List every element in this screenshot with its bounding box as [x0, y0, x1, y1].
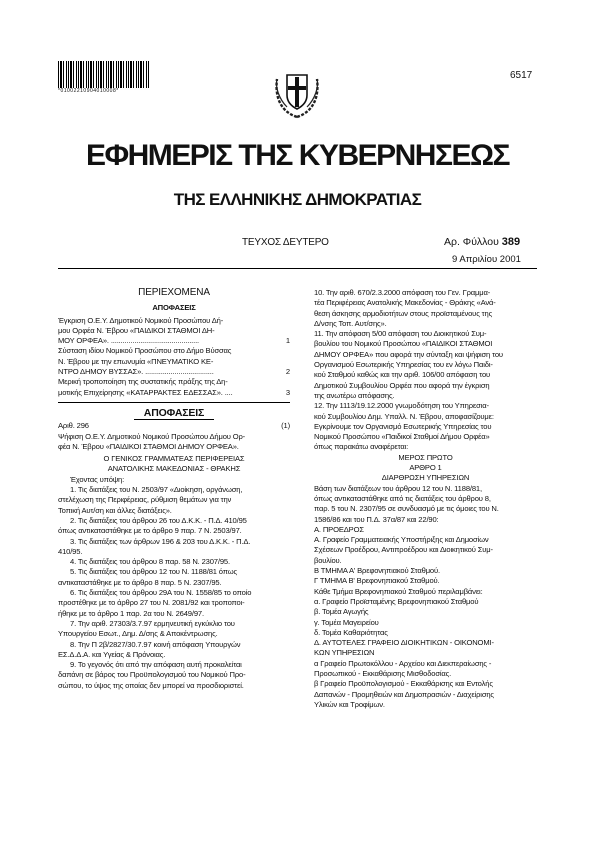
body-line: 11. Την απόφαση 5/00 απόφαση του Διοικητικού Συμ- — [314, 329, 487, 339]
body-line: 2. Τις διατάξεις του άρθρου 26 του Δ.Κ.Κ. - Π.Δ. 410/95 — [70, 515, 247, 525]
body-line: κού Σταθμού καθώς και την αριθ. 106/00 απόφαση του — [314, 370, 491, 380]
body-line: 6. Τις διατάξεις του άρθρου 29Α του Ν. 1558/85 το οποίο — [70, 588, 252, 598]
body-line: Δ/νσης Τοπ. Αυτ/σης». — [314, 318, 387, 328]
decision-ref: (1) — [281, 421, 290, 431]
body-line: Υπουργείου Εσωτ., Δημ. Δ/σης & Αποκέντρωσης. — [58, 629, 218, 639]
body-line: Σχέσεων Προέδρου, Αντιπροέδρου και Διοικητικού Συμ- — [314, 545, 493, 555]
body-line: ΕΣ.Δ.Δ.Α. και Υγείας & Πρόνοιας. — [58, 649, 166, 659]
contents-entry — [58, 346, 290, 356]
decision-title-line: Ψήφιση Ο.Ε.Υ. Δημοτικού Νομικού Προσώπου Δήμου Ορ- — [58, 431, 246, 441]
body-line: όπως αντικαταστάθηκε με το άρθρο 9 παρ. 7 Ν. 2503/97. — [58, 526, 242, 536]
issue-series: ΤΕΥΧΟΣ ΔΕΥΤΕΡΟ — [242, 237, 329, 248]
body-line: α. Γραφείο Προϊσταμένης Βρεφονηπιακού Σταθμού — [314, 596, 479, 606]
contents-entry-text: Σύσταση ιδίου Νομικού Προσώπου στο Δήμο Βύσσας — [58, 346, 232, 356]
body-line: παρ. 5 του Ν. 2307/95 σε συνδυασμό με τις όμοιες του Ν. — [314, 504, 499, 514]
body-line: Δ. ΑΥΤΟΤΕΛΕΣ ΓΡΑΦΕΙΟ ΔΙΟΙΚΗΤΙΚΩΝ - ΟΙΚΟΝΟΜΙ- — [314, 638, 494, 648]
contents-entry — [58, 316, 290, 326]
body-line: γ. Τομέα Μαγειρείου — [314, 617, 379, 627]
body-line: Β ΤΜΗΜΑ Α' Βρεφονηπιακού Σταθμού. — [314, 566, 440, 576]
body-line: Οργανισμού Εσωτερικής Υπηρεσίας του εν λόγω Παιδι- — [314, 360, 493, 370]
body-line: της ανωτέρω απόφασης. — [314, 390, 395, 400]
contents-entry — [58, 377, 290, 387]
decision-number-row — [58, 421, 290, 431]
body-line: προστέθηκε με το άρθρο 27 του Ν. 2081/92 και τροποποι- — [58, 598, 245, 608]
body-line: 1. Τις διατάξεις του Ν. 2503/97 «Διοίκηση, οργάνωση, — [70, 485, 243, 495]
body-line: όπως αντικαταστάθηκε από τις διατάξεις του άρθρου 8, — [314, 493, 491, 503]
body-line: Βάση των διατάξεων του άρθρου 12 του Ν. 1188/81, — [314, 483, 482, 493]
body-line: β. Τομέα Αγωγής — [314, 607, 369, 617]
body-line: δ. Τομέα Καθαριότητας — [314, 627, 388, 637]
body-line: όπως παρακάτω αναφέρεται: — [314, 442, 409, 452]
body-line: 3. Τις διατάξεις των άρθρων 196 & 203 του Δ.Κ.Κ. - Π.Δ. — [70, 536, 251, 546]
page-title: ΕΦΗΜΕΡΙΣ ΤΗΣ ΚΥΒΕΡΝΗΣΕΩΣ — [85, 139, 510, 172]
body-line: 4. Τις διατάξεις του άρθρου 8 παρ. 58 Ν. 2307/95. — [70, 557, 230, 567]
contents-entry-page: 3 — [285, 387, 290, 397]
body-line: δαπάνη σε βάρος του Προϋπολογισμού του Νομικού Προ- — [58, 670, 246, 680]
body-line: Α. ΠΡΟΕΔΡΟΣ — [314, 524, 364, 534]
issue-date: 9 Απριλίου 2001 — [452, 254, 521, 265]
coat-of-arms-icon — [267, 65, 327, 123]
authority-line: Ο ΓΕΝΙΚΟΣ ΓΡΑΜΜΑΤΕΑΣ ΠΕΡΙΦΕΡΕΙΑΣ — [103, 454, 245, 464]
body-line: ΔΗΜΟΥ ΟΡΦΕΑ» που αφορά την σύνταξη και ψήφιση του — [314, 349, 503, 359]
contents-entry-text: ΜΟΥ ΟΡΦΕΑ». ............................................. — [58, 336, 200, 346]
body-line: 410/95. — [58, 546, 83, 556]
contents-entry-text: ΝΤΡΟ ΔΗΜΟΥ ΒΥΣΣΑΣ». ................................... — [58, 367, 214, 377]
contents-entry — [58, 388, 290, 398]
issuing-authority — [58, 454, 290, 475]
page-subtitle: ΤΗΣ ΕΛΛΗΝΙΚΗΣ ΔΗΜΟΚΡΑΤΙΑΣ — [173, 190, 422, 209]
body-line: Προσωπικού - Εκκαθάρισης Μισθοδοσίας. — [314, 668, 452, 678]
body-line: Α. Γραφείο Γραμματειακής Υποστήριξης και Δημοσίων — [314, 535, 489, 545]
sheet-number-label: Αρ. Φύλλου — [444, 236, 499, 248]
contents-entry-text: Μερική τροποποίηση της συστατικής πράξης της Δη- — [58, 377, 228, 387]
decisions-heading — [58, 408, 290, 418]
section-heading: ΜΕΡΟΣ ΠΡΩΤΟ — [398, 452, 453, 462]
body-line: ΚΩΝ ΥΠΗΡΕΣΙΩΝ — [314, 648, 375, 658]
body-line: 9. Το γεγονός ότι από την απόφαση αυτή προκαλείται — [70, 660, 242, 670]
contents-divider — [58, 402, 290, 403]
body-line: Κάθε Τμήμα Βρεφονηπιακού Σταθμού περιλαμβάνει: — [314, 586, 483, 596]
body-line: αντικαταστάθηκε με το άρθρο 8 παρ. 5 Ν. 2307/95. — [58, 577, 222, 587]
body-line: βουλίου. — [314, 555, 342, 565]
body-line: 5. Τις διατάξεις του άρθρου 12 του Ν. 1188/81 όπως — [70, 567, 238, 577]
contents-entry — [58, 336, 290, 346]
body-line: Γ ΤΜΗΜΑ Β' Βρεφονηπιακού Σταθμού. — [314, 576, 440, 586]
considering-label: Έχοντας υπόψη: — [70, 474, 125, 484]
contents-entry-page: 1 — [285, 336, 290, 346]
body-line: Εγκρίνουμε τον Οργανισμό Εσωτερικής Υπηρεσίας του — [314, 421, 492, 431]
body-line: στελέχωση της Περιφέρειας, ρύθμιση θεμάτων για την — [58, 495, 232, 505]
body-line: Δαπανών - Προμηθειών και Δημοπρασιών - Διαχείρισης — [314, 689, 494, 699]
body-line: 12. Την 1113/19.12.2000 γνωμοδότηση του Υπηρεσια- — [314, 401, 489, 411]
body-line: 8. Την Π 2β/2827/30.7.97 κοινή απόφαση Υπουργών — [70, 639, 241, 649]
contents-entry-text: Ν. Έβρου με την επωνυμία «ΠΝΕΥΜΑΤΙΚΟ ΚΕ- — [58, 356, 214, 366]
sheet-number — [444, 236, 520, 248]
sheet-number-value: 389 — [501, 236, 521, 248]
right-column — [302, 288, 537, 710]
decision-number: Αριθ. 296 — [58, 421, 89, 431]
section-heading: ΑΡΘΡΟ 1 — [409, 463, 442, 473]
body-line: Τοπική Αυτ/ση και άλλες διατάξεις». — [58, 505, 172, 515]
contents-heading: ΠΕΡΙΕΧΟΜΕΝΑ — [138, 287, 210, 298]
barcode-text: *01002210904010008* — [58, 88, 119, 94]
contents-entry — [58, 367, 290, 377]
barcode-bars — [58, 61, 150, 88]
page-number: 6517 — [510, 70, 533, 81]
contents-entry-page: 2 — [285, 367, 290, 377]
body-line: Υλικών και Τροφίμων. — [314, 699, 385, 709]
body-line: 10. Την αριθ. 670/2.3.2000 απόφαση του Γεν. Γραμμα- — [314, 288, 491, 297]
decision-body — [58, 485, 290, 691]
body-line: α Γραφείο Πρωτοκόλλου - Αρχείου και Διεκπεραίωσης - — [314, 658, 492, 668]
contents-subheading: ΑΠΟΦΑΣΕΙΣ — [152, 303, 196, 313]
barcode — [58, 61, 150, 96]
body-line: θεση άσκησης αρμοδιοτήτων στους προϊσταμένους της — [314, 308, 493, 318]
body-line: β Γραφείο Προϋπολογισμού - Εκκαθάρισης και Εντολής — [314, 679, 493, 689]
body-line: 7. Την αριθ. 27303/3.7.97 ερμηνευτική εγκύκλιο του — [70, 618, 235, 628]
body-line: σώπου, το ύψος της οποίας δεν μπορεί να προσδιοριστεί. — [58, 680, 244, 690]
decision-title — [58, 432, 290, 453]
left-column — [58, 288, 290, 691]
body-line: βουλίου του Νομικού Προσώπου «ΠΑΙΔΙΚΟΙ ΣΤΑΘΜΟΙ — [314, 339, 493, 349]
contents-entry — [58, 357, 290, 367]
body-line: Δημοτικού Συμβουλίου Ορφέα που αφορά την έγκριση — [314, 380, 490, 390]
contents-entry-text: μοτικής Επιχείρησης «ΚΑΤΑΡΡΑΚΤΕΣ ΕΔΕΣΣΑΣ». .... — [58, 387, 233, 397]
body-line: ήθηκε με το άρθρο 1 παρ. 2α του Ν. 2649/97. — [58, 608, 204, 618]
decision-title-line: φέα Ν. Έβρου «ΠΑΙΔΙΚΟΙ ΣΤΑΘΜΟΙ ΔΗΜΟΥ ΟΡΦΕΑ». — [58, 441, 239, 451]
decisions-heading-text: ΑΠΟΦΑΣΕΙΣ — [134, 407, 214, 420]
body-line: τέα Περιφέρειας Ανατολικής Μακεδονίας - Θράκης «Ανά- — [314, 298, 496, 308]
contents-entry — [58, 326, 290, 336]
contents-list — [58, 316, 290, 398]
contents-entry-text: Έγκριση Ο.Ε.Υ. Δημοτικού Νομικού Προσώπου Δή- — [58, 315, 224, 325]
body-line: 1586/86 και του Π.Δ. 37α/87 και 22/90: — [314, 514, 439, 524]
body-line: κού Συμβουλίου Δημ. Υπαλλ. Ν. Έβρου, αποφασίζουμε: — [314, 411, 494, 421]
section-heading: ΔΙΑΡΘΡΩΣΗ ΥΠΗΡΕΣΙΩΝ — [381, 473, 470, 483]
header-divider — [58, 268, 537, 269]
contents-entry-text: μου Ορφέα Ν. Έβρου «ΠΑΙΔΙΚΟΙ ΣΤΑΘΜΟΙ ΔΗ- — [58, 325, 215, 335]
authority-line: ΑΝΑΤΟΛΙΚΗΣ ΜΑΚΕΔΟΝΙΑΣ - ΘΡΑΚΗΣ — [107, 464, 241, 474]
body-line: Νομικού Προσώπου «Παιδικοί Σταθμοί Δήμου Ορφέα» — [314, 432, 490, 442]
